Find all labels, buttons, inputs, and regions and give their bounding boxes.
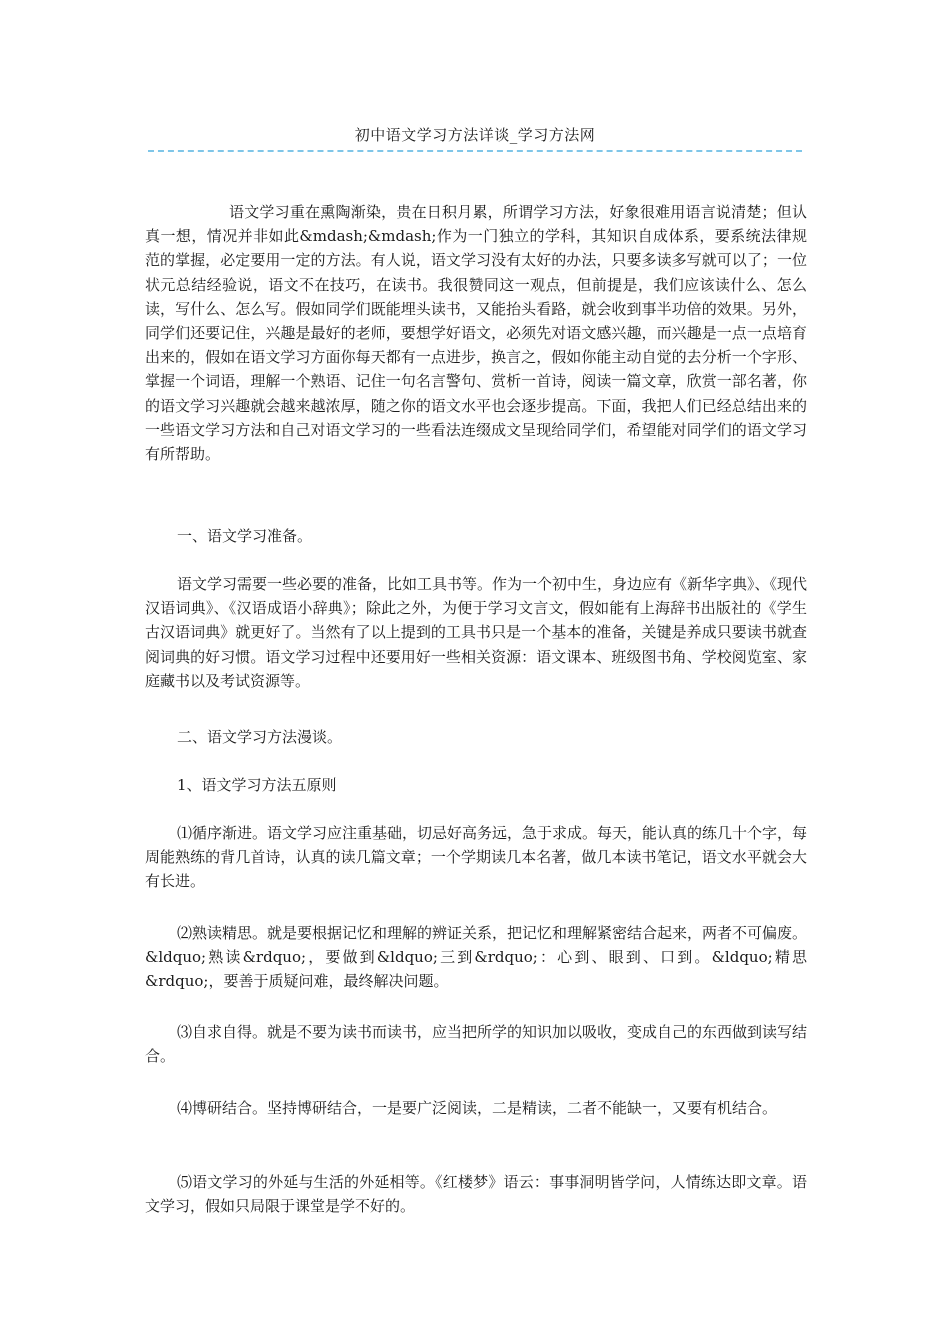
principle-paragraph-4: ⑷博研结合。坚持博研结合，一是要广泛阅读，二是精读，二者不能缺一，又要有机结合。 [177, 1099, 778, 1117]
principle-paragraph-3: ⑶自求自得。就是不要为读书而读书，应当把所学的知识加以吸收，变成自己的东西做到读写结合。 [145, 1023, 808, 1066]
intro-paragraph: 语文学习重在熏陶渐染，贵在日积月累，所谓学习方法，好象很难用语言说清楚；但认真一想，情况并非如此&mdash;&mdash;作为一门独立的学科，其知识自成体系，要系统法律规范的掌握，必定要用一定的方法。有人说，语文学习没有太好的办法，只要多读多写就可以了；一位状元总结经验说，语文不在技巧，在读书。我很赞同这一观点，但前提是，我们应该读什么、怎么读，写什么、怎么写。假如同学们既能埋头读书，又能抬头看路，就会收到事半功倍的效果。另外，同学们还要记住，兴趣是最好的老师，要想学好语文，必须先对语文感兴趣，而兴趣是一点一点培育出来的，假如在语文学习方面你每天都有一点进步，换言之，假如你能主动自觉的去分析一个字形、掌握一个词语，理解一个熟语、记住一句名言警句、赏析一首诗，阅读一篇文章，欣赏一部名著，你的语文学习兴趣就会越来越浓厚，随之你的语文水平也会逐步提高。下面，我把人们已经总结出来的一些语文学习方法和自己对语文学习的一些看法连缀成文呈现给同学们，希望能对同学们的语文学习有所帮助。 [145, 203, 807, 464]
section-heading-methods: 二、语文学习方法漫谈。 [177, 728, 343, 746]
title-divider [148, 150, 802, 152]
section-heading-preparation: 一、语文学习准备。 [177, 527, 313, 545]
preparation-paragraph: 语文学习需要一些必要的准备，比如工具书等。作为一个初中生，身边应有《新华字典》、《现代汉语词典》、《汉语成语小辞典》；除此之外，为便于学习文言文，假如能有上海辞书出版社的《学生古汉语词典》就更好了。当然有了以上提到的工具书只是一个基本的准备，关键是养成只要读书就查阅词典的好习惯。语文学习过程中还要用好一些相关资源：语文课本、班级图书角、学校阅览室、家庭藏书以及考试资源等。 [145, 575, 808, 690]
principle-paragraph-2: ⑵熟读精思。就是要根据记忆和理解的辨证关系，把记忆和理解紧密结合起来，两者不可偏废。&ldquo;熟读&rdquo;，要做到&ldquo;三到&rdquo;：心到、眼到、口到。&ldquo;精思&rdquo;，要善于质疑问难，最终解决问题。 [145, 924, 808, 991]
subsection-heading-principles: 1、语文学习方法五原则 [177, 776, 337, 794]
principle-paragraph-5: ⑸语文学习的外延与生活的外延相等。《红楼梦》语云：事事洞明皆学问，人情练达即文章。语文学习，假如只局限于课堂是学不好的。 [145, 1173, 807, 1216]
page-title: 初中语文学习方法详谈_学习方法网 [354, 126, 596, 144]
principle-paragraph-1: ⑴循序渐进。语文学习应注重基础，切忌好高务远，急于求成。每天，能认真的练几十个字，每周能熟练的背几首诗，认真的读几篇文章；一个学期读几本名著，做几本读书笔记，语文水平就会大有长进。 [145, 824, 808, 891]
